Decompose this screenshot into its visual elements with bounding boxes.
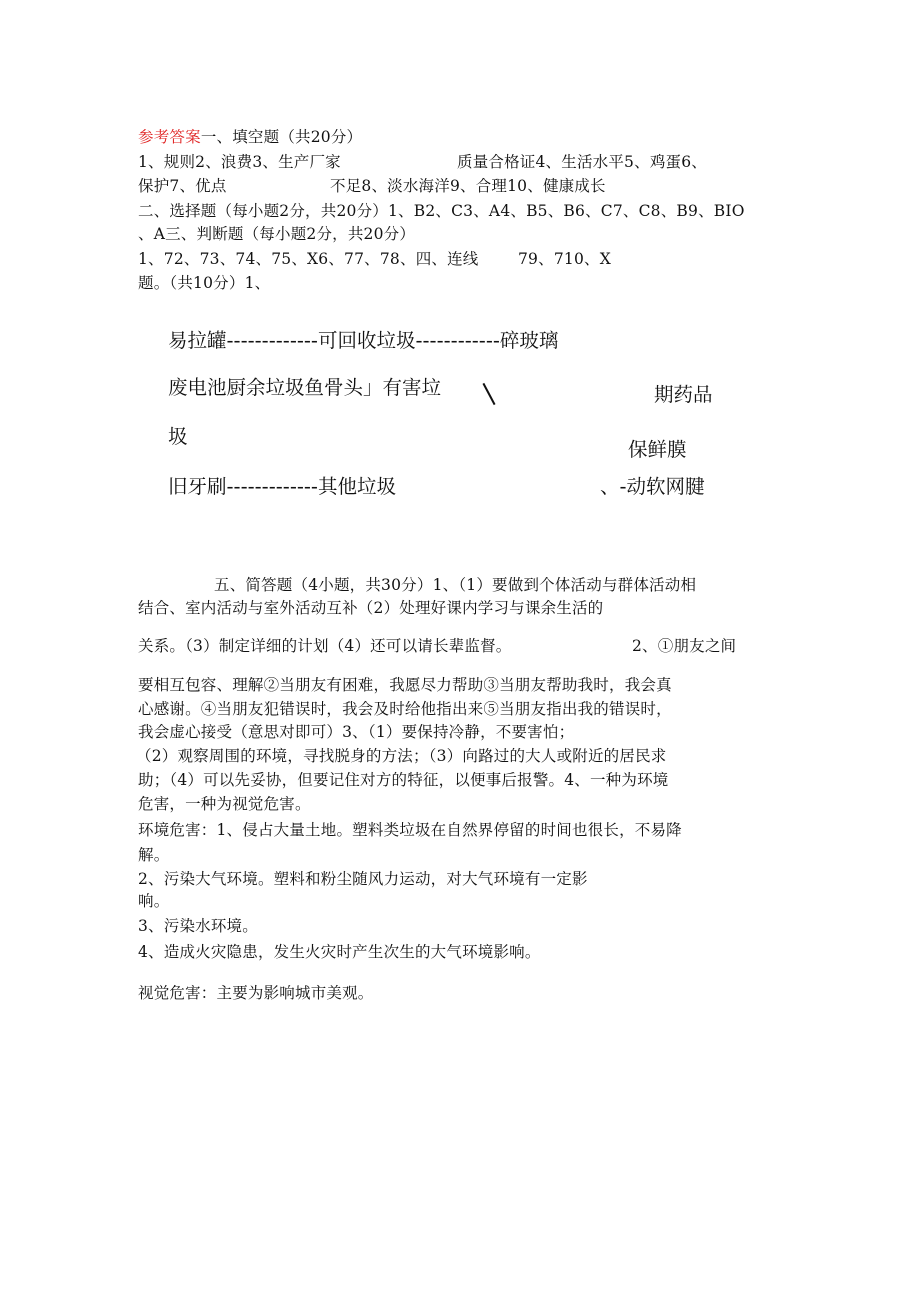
matching-title: 题。（共10分）1、 xyxy=(138,274,271,292)
short-answer-line-7: （2）观察周围的环境，寻找脱身的方法；（3）向路过的大人或附近的居民求 xyxy=(136,747,667,765)
short-answer-line-2: 结合、室内活动与室外活动互补（2）处理好课内学习与课余生活的 xyxy=(138,599,604,617)
matching-row-3-right: 保鲜膜 xyxy=(628,438,687,461)
short-answer-line-13: 响。 xyxy=(138,892,170,910)
connector-line xyxy=(482,383,495,405)
short-answer-line-15: 4、造成火灾隐患，发生火灾时产生次生的大气环境影响。 xyxy=(138,943,541,961)
fill-answers-1: 1、规则2、浪费3、生产厂家 xyxy=(138,153,341,171)
matching-row-4-right: 、-动软网腱 xyxy=(600,475,705,498)
short-answer-line-3b: 2、①朋友之间 xyxy=(632,637,737,655)
section-one-title: 一、填空题（共20分） xyxy=(200,128,363,146)
choice-answers: 二、选择题（每小题2分，共20分）1、B2、C3、A4、B5、B6、C7、C8、B9、BIO xyxy=(138,202,745,220)
short-answer-line-14: 3、污染水环境。 xyxy=(138,917,258,935)
matching-row-2-left: 废电池厨余垃圾鱼骨头」有害垃 xyxy=(168,376,442,399)
short-answer-line-4: 要相互包容、理解②当朋友有困难，我愿尽力帮助③当朋友帮助我时，我会真 xyxy=(138,676,672,694)
judge-answers-2: 79、710、X xyxy=(518,250,611,268)
fill-answers-3: 保护7、优点 xyxy=(138,177,227,195)
answer-heading xyxy=(138,127,362,147)
answer-key-title: 参考答案 xyxy=(138,128,201,146)
matching-row-1: 易拉罐-------------可回收垃圾------------碎玻璃 xyxy=(168,329,559,352)
short-answer-line-9: 危害，一种为视觉危害。 xyxy=(138,795,311,813)
short-answer-line-8: 助；（4）可以先妥协，但要记住对方的特征，以便事后报警。4、一种为环境 xyxy=(138,771,669,789)
short-answer-line-12: 2、污染大气环境。塑料和粉尘随风力运动，对大气环境有一定影 xyxy=(138,870,588,888)
fill-answers-4: 不足8、淡水海洋9、合理10、健康成长 xyxy=(330,177,606,195)
short-answer-line-1: 五、简答题（4小题，共30分）1、（1）要做到个体活动与群体活动相 xyxy=(214,576,697,594)
short-answer-line-11: 解。 xyxy=(138,846,170,864)
matching-row-3-left: 圾 xyxy=(168,425,188,448)
judge-answers-1: 1、72、73、74、75、X6、77、78、四、连线 xyxy=(138,250,479,268)
short-answer-line-5: 心感谢。④当朋友犯错误时，我会及时给他指出来⑤当朋友指出我的错误时， xyxy=(138,700,672,718)
matching-row-4-left: 旧牙刷-------------其他垃圾 xyxy=(168,475,396,498)
short-answer-line-10: 环境危害：1、侵占大量土地。塑料类垃圾在自然界停留的时间也很长，不易降 xyxy=(138,821,682,839)
fill-answers-2: 质量合格证4、生活水平5、鸡蛋6、 xyxy=(457,153,707,171)
short-answer-line-16: 视觉危害：主要为影响城市美观。 xyxy=(138,984,374,1002)
short-answer-line-6: 我会虚心接受（意思对即可）3、（1）要保持冷静，不要害怕； xyxy=(138,723,575,741)
short-answer-line-3a: 关系。（3）制定详细的计划（4）还可以请长辈监督。 xyxy=(138,637,512,655)
matching-row-2-right: 期药品 xyxy=(654,383,713,406)
judge-title: 、A三、判断题（每小题2分，共20分） xyxy=(138,225,416,243)
